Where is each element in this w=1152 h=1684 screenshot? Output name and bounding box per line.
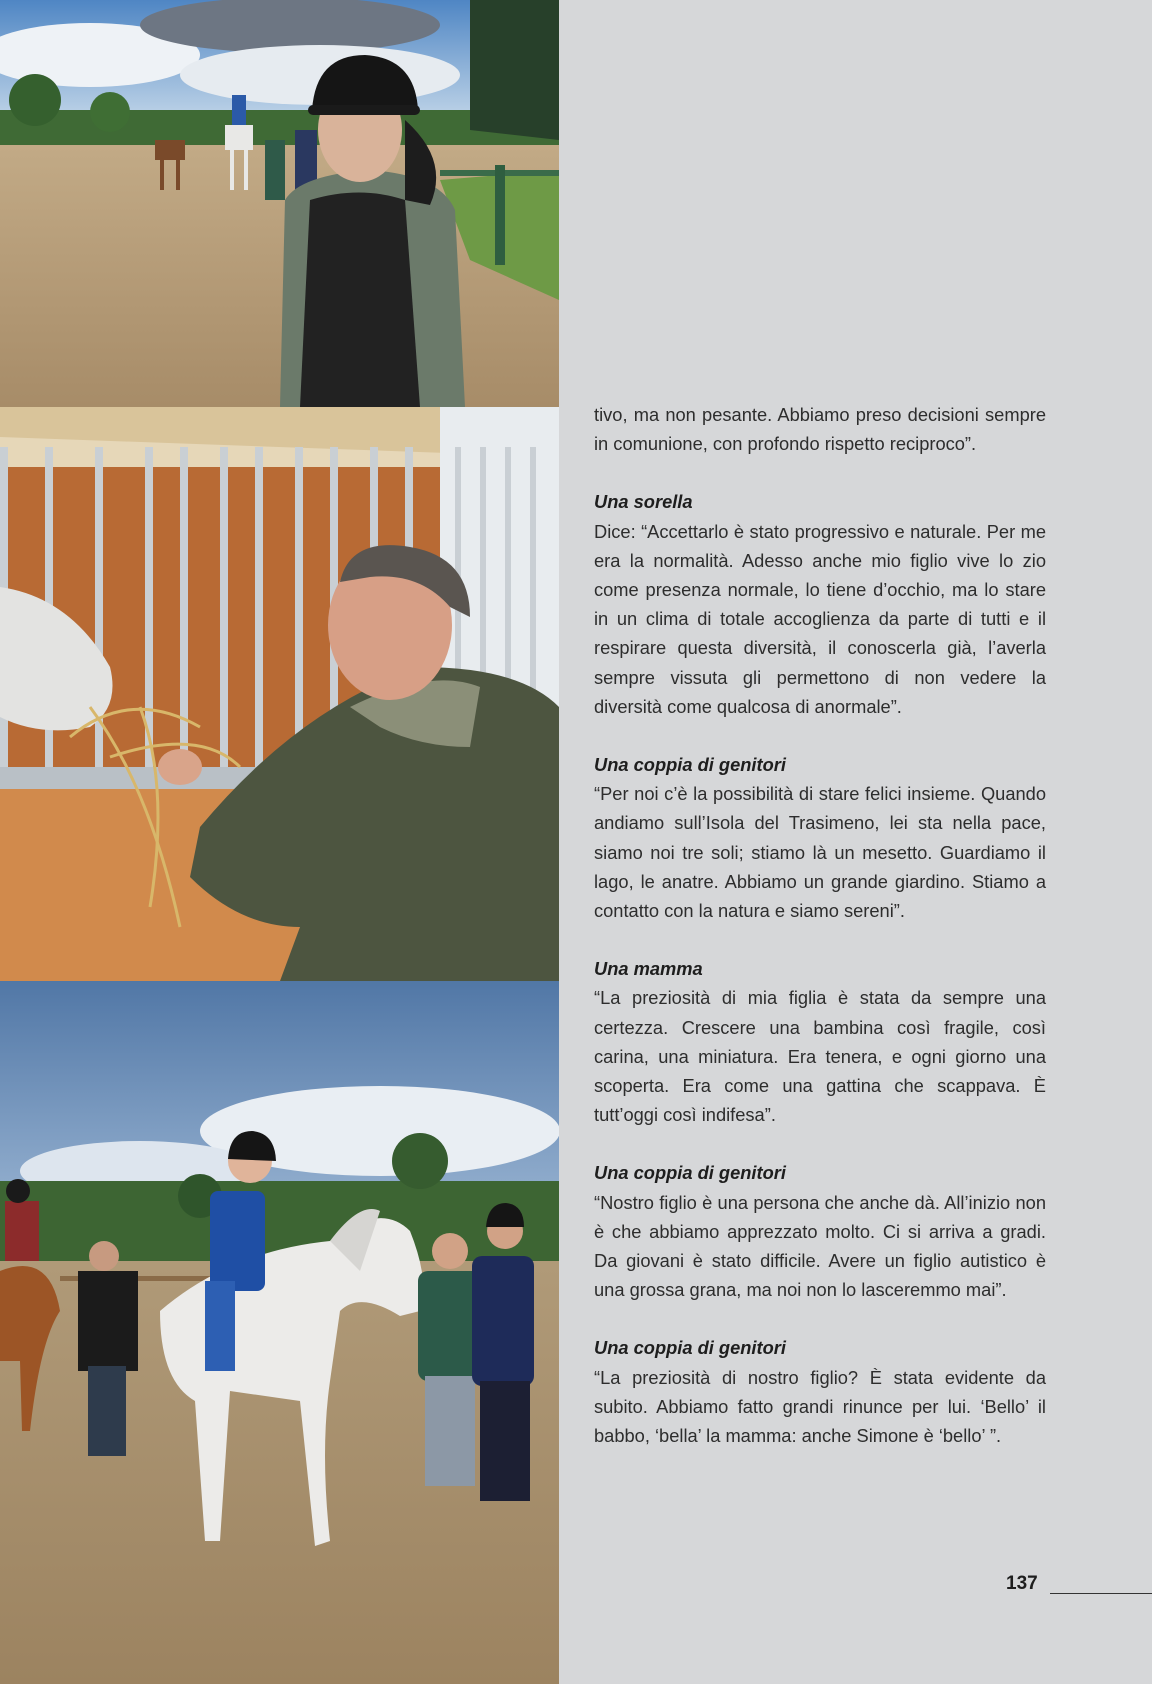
section-heading: Una coppia di genitori: [594, 1337, 786, 1359]
article-text-column: [594, 400, 1046, 1450]
photo-stable-man-hay: [0, 407, 559, 981]
section-paragraph: Dice: “Accettarlo è stato progressivo e naturale. Per me era la normalità. Adesso anche mio figlio vive lo zio come presenza normale, lo tiene d’occhio, ma lo stare in un clima di totale accoglienza da parte di tutti e il respirare questa diversità, il conoscerla già, l’averla sempre vissuta gli permettono di non vedere la diversità come qualcosa di anormale”.: [594, 520, 1046, 717]
section-coppia-genitori-2: [594, 1158, 1046, 1304]
section-heading: Una sorella: [594, 491, 693, 513]
intro-paragraph: tivo, ma non pesante. Abbiamo preso decisioni sempre in comunione, con profondo rispetto reciproco”.: [594, 404, 1046, 455]
photo-column: [0, 0, 559, 1684]
section-sorella: [594, 487, 1046, 721]
section-coppia-genitori-3: [594, 1333, 1046, 1450]
section-mamma: [594, 954, 1046, 1129]
section-paragraph: “Per noi c’è la possibilità di stare felici insieme. Quando andiamo sull’Isola del Trasimeno, lei sta nella pace, siamo noi tre soli; stiamo là un mesetto. Guardiamo il lago, le anatre. Abbiamo un grande giardino. Stiamo a contatto con la natura e siamo sereni”.: [594, 783, 1046, 922]
section-heading: Una mamma: [594, 958, 703, 980]
section-paragraph: “La preziosità di mia figlia è stata da sempre una certezza. Crescere una bambina così fragile, così carina, una miniatura. Era tenera, e ogni giorno una scoperta. Era come una gattina che scappava. È tutt’oggi così indifesa”.: [594, 987, 1046, 1126]
section-coppia-genitori-1: [594, 750, 1046, 925]
section-heading: Una coppia di genitori: [594, 1162, 786, 1184]
page-number-rule: [1050, 1593, 1152, 1594]
page-number: 137: [1006, 1573, 1038, 1594]
section-paragraph: “Nostro figlio è una persona che anche dà. All’inizio non è che abbiamo apprezzato molto. Ci si arriva a gradi. Da giovani è stato difficile. Avere un figlio autistico è una grossa grana, ma noi non lo lasceremmo mai”.: [594, 1191, 1046, 1301]
photo-riding-arena-woman: [0, 0, 559, 407]
photo-child-white-pony: [0, 981, 559, 1684]
section-paragraph: “La preziosità di nostro figlio? È stata evidente da subito. Abbiamo fatto grandi rinunce per lui. ‘Bello’ il babbo, ‘bella’ la mamma: anche Simone è ‘bello’ ”.: [594, 1366, 1046, 1447]
section-heading: Una coppia di genitori: [594, 754, 786, 776]
